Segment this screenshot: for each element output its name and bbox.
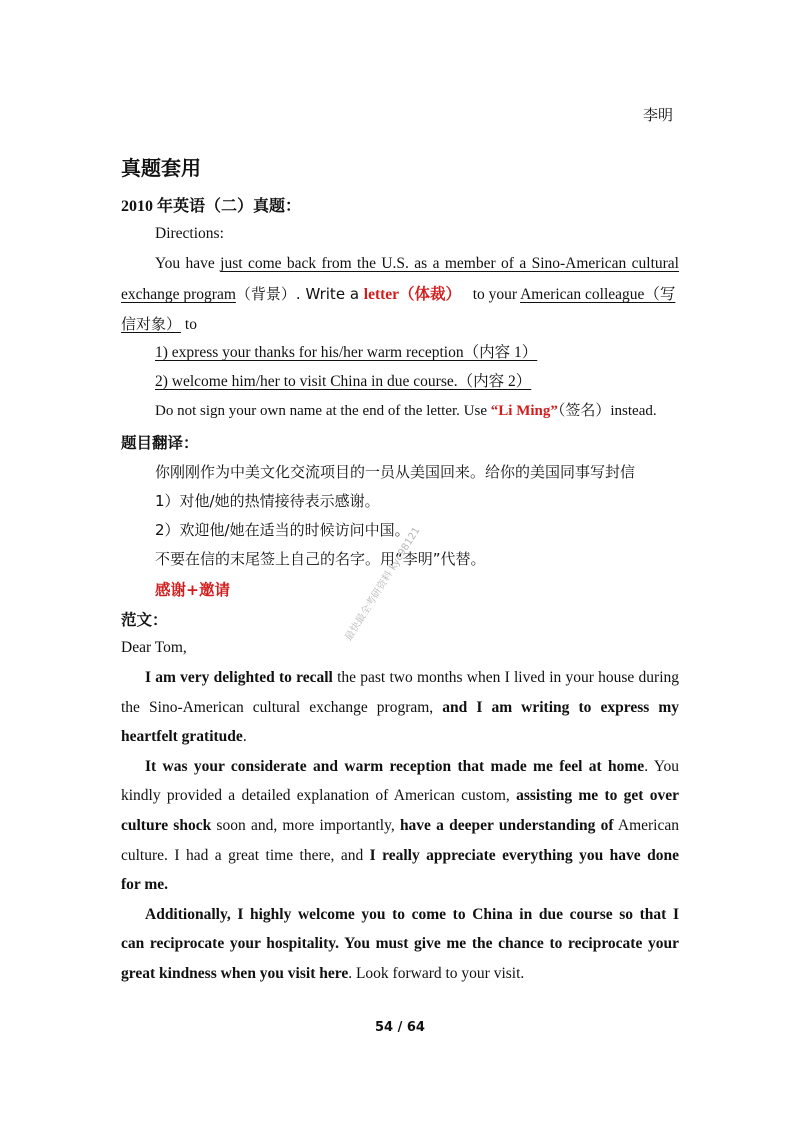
signature-top: 李明 — [643, 106, 674, 124]
watermark: 最快最全考研资料 kyc98121 — [343, 525, 423, 643]
page-number: 54 / 64 — [375, 1020, 425, 1035]
paragraph-1-line-3 — [121, 727, 247, 747]
translation-line-1: 你刚刚作为中美文化交流项目的一员从美国回来。给你的美国同事写封信 — [155, 463, 636, 481]
letter-genre: letter（体裁） — [363, 286, 462, 303]
directions-text: （背景）. Write a — [235, 285, 364, 303]
bold-phrase: assisting me to get over — [516, 787, 679, 804]
bold-phrase: heartfelt gratitude — [121, 728, 243, 745]
paragraph-3-line-1: Additionally, I highly welcome you to come to China in due course so that I — [145, 906, 679, 923]
directions-item-1 — [155, 343, 537, 363]
bold-phrase: It was your considerate and warm reception that made me feel at home — [145, 758, 645, 775]
body-text: soon and, more importantly, — [211, 817, 400, 834]
signature-name: “Li Ming” — [490, 403, 558, 419]
body-text: the past two months when I lived in your house during — [332, 669, 680, 686]
paragraph-3-line-3 — [121, 964, 524, 984]
body-text: culture. I had a great time there, and — [121, 847, 370, 864]
body-text: kindly provided a detailed explanation of American custom, — [121, 787, 517, 804]
translation-line-4: 不要在信的末尾签上自己的名字。用“李明”代替。 — [155, 550, 486, 568]
paragraph-2-line-3 — [121, 816, 679, 836]
translation-summary: 感谢+邀请 — [155, 581, 230, 599]
directions-text: You have — [155, 255, 221, 272]
directions-label: Directions: — [155, 225, 224, 242]
directions-line-1 — [155, 254, 679, 274]
paragraph-2-line-1 — [145, 757, 679, 777]
bold-phrase: I am very delighted to recall — [145, 669, 333, 686]
directions-underlined: exchange program — [121, 286, 236, 303]
paragraph-2-line-4 — [121, 846, 679, 866]
body-text: . Look forward to your visit. — [348, 965, 525, 982]
body-text: . You — [644, 758, 679, 775]
directions-text: （签名）instead. — [557, 403, 657, 419]
directions-last-line — [155, 401, 657, 421]
bold-phrase: I really appreciate everything you have done — [369, 847, 679, 864]
paragraph-2-line-2 — [121, 786, 679, 806]
salutation: Dear Tom, — [121, 639, 187, 656]
bold-phrase: and I am writing to express my — [442, 699, 679, 716]
paragraph-1-line-1 — [145, 668, 679, 688]
exam-title: 2010 年英语（二）真题： — [121, 198, 302, 215]
directions-text: to your — [472, 286, 521, 303]
sample-heading: 范文： — [121, 611, 168, 629]
translation-line-2: 1）对他/她的热情接待表示感谢。 — [155, 492, 380, 510]
translation-heading: 题目翻译： — [121, 434, 199, 452]
directions-line-2 — [121, 284, 675, 305]
directions-underlined: just come back from the U.S. as a member of a Sino-American cultural — [220, 255, 679, 272]
directions-text: Do not sign your own name at the end of the letter. Use — [155, 403, 491, 419]
bold-phrase: great kindness when you visit here — [121, 965, 349, 982]
bold-phrase: have a deeper understanding of — [399, 817, 614, 834]
section-title: 真题套用 — [121, 156, 201, 180]
directions-underlined: American colleague（写 — [520, 286, 676, 303]
directions-item-text: 1) express your thanks for his/her warm reception（内容 1） — [155, 344, 538, 361]
translation-line-3: 2）欢迎他/她在适当的时候访问中国。 — [155, 521, 410, 539]
directions-line-3 — [121, 314, 197, 335]
directions-item-text: 2) welcome him/her to visit China in due course.（内容 2） — [155, 373, 532, 390]
directions-underlined: 信对象） — [121, 315, 182, 333]
body-text: American — [613, 817, 679, 834]
directions-text: to — [181, 316, 197, 333]
body-text: . — [242, 728, 247, 745]
directions-item-2 — [155, 372, 531, 392]
paragraph-2-line-5 — [121, 875, 168, 895]
bold-phrase: for me. — [121, 876, 169, 893]
body-text: the Sino-American cultural exchange program, — [121, 699, 443, 716]
paragraph-3-line-2: can reciprocate your hospitality. You must give me the chance to reciprocate your — [121, 935, 679, 952]
bold-phrase: culture shock — [121, 817, 212, 834]
paragraph-1-line-2 — [121, 698, 679, 718]
